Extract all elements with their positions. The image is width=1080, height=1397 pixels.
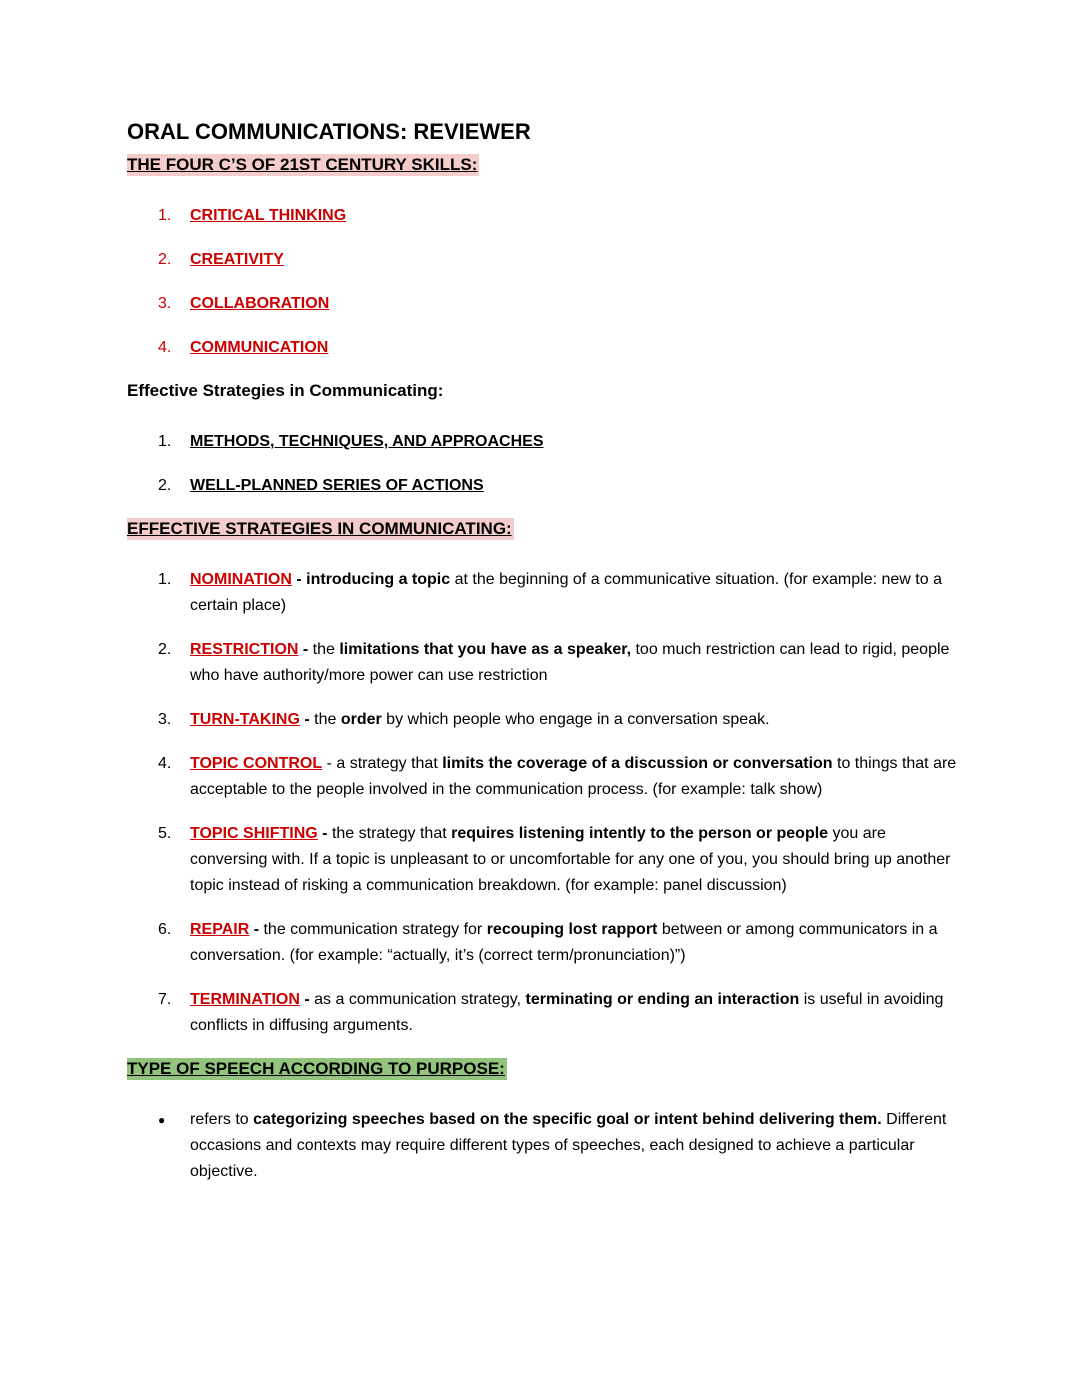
strategy-text [190, 637, 958, 689]
strategy-term: TOPIC SHIFTING [190, 825, 318, 842]
list-item-methods [158, 429, 958, 455]
heading-four-cs-text: THE FOUR C’S OF 21ST CENTURY SKILLS: [127, 155, 478, 174]
strategy-item-termination [158, 987, 958, 1039]
list-number: 2. [158, 477, 172, 494]
strategy-text [190, 751, 958, 803]
text-run: requires listening intently to the person or people [451, 825, 829, 842]
purpose-bullet-item [158, 1107, 958, 1185]
text-run: the [312, 641, 340, 658]
list-number: 2. [158, 641, 172, 658]
list-item-label: METHODS, TECHNIQUES, AND APPROACHES [190, 433, 544, 450]
text-run: you are conversing with. If a topic is unpleasant to or uncomfortable for any one of you, you should bring up another topic instead of risking a communication breakdown. (for example: panel discussion) [190, 825, 951, 894]
list-item-label: CREATIVITY [190, 251, 284, 268]
heading-type-of-speech-text: TYPE OF SPEECH ACCORDING TO PURPOSE: [127, 1059, 505, 1078]
strategy-item-restriction [158, 637, 958, 689]
text-run: the [314, 711, 341, 728]
text-run: - [299, 991, 315, 1008]
strategies-list [158, 567, 958, 1039]
strategy-term: NOMINATION [190, 571, 292, 588]
text-run: - introducing a topic [291, 571, 451, 588]
list-number: 1. [158, 207, 172, 224]
strategy-item-topic-control [158, 751, 958, 803]
list-number: 1. [158, 433, 172, 450]
effective-intro-list [158, 429, 958, 499]
strategy-item-repair [158, 917, 958, 969]
heading-effective-strategies-intro: Effective Strategies in Communicating: [127, 381, 444, 400]
strategy-text [190, 707, 770, 733]
list-item-well-planned [158, 473, 958, 499]
text-run: is useful in avoiding conflicts in diffusing arguments. [190, 991, 944, 1034]
list-number: 6. [158, 921, 172, 938]
strategy-term: REPAIR [190, 921, 250, 938]
strategy-text [190, 987, 958, 1039]
text-run: - [249, 921, 264, 938]
text-run: the strategy that [331, 825, 452, 842]
text-run: at the beginning of a communicative situation. (for example: new to a certain place) [190, 571, 942, 614]
page-title: ORAL COMMUNICATIONS: REVIEWER [127, 119, 531, 144]
text-run: terminating or ending an interaction [525, 991, 800, 1008]
list-item-critical-thinking [158, 203, 958, 229]
text-run: too much restriction can lead to rigid, people who have authority/more power can use restriction [190, 641, 950, 684]
list-number: 4. [158, 755, 172, 772]
list-number: 4. [158, 339, 172, 356]
strategy-text [190, 917, 958, 969]
text-run: by which people who engage in a conversation speak. [381, 711, 770, 728]
strategy-text [190, 567, 958, 619]
strategy-term: RESTRICTION [190, 641, 299, 658]
list-item-label: CRITICAL THINKING [190, 207, 347, 224]
strategy-term: TOPIC CONTROL [190, 755, 323, 772]
strategy-term: TURN-TAKING [190, 711, 300, 728]
heading-type-of-speech [127, 1057, 958, 1081]
purpose-text [190, 1107, 958, 1185]
list-item-collaboration [158, 291, 958, 317]
text-run: recouping lost rapport [486, 921, 658, 938]
list-item-label: WELL-PLANNED SERIES OF ACTIONS [190, 477, 484, 494]
text-run: - a strategy that [322, 755, 443, 772]
text-run: the communication strategy for [263, 921, 487, 938]
heading-effective-strategies [127, 517, 958, 541]
purpose-list [158, 1107, 958, 1185]
strategy-text [190, 821, 958, 899]
list-item-label: COMMUNICATION [190, 339, 329, 356]
list-number: 7. [158, 991, 172, 1008]
list-item-communication [158, 335, 958, 361]
list-number: 1. [158, 571, 172, 588]
strategy-item-topic-shifting [158, 821, 958, 899]
text-run: - [317, 825, 332, 842]
list-number: 5. [158, 825, 172, 842]
heading-effective-strategies-text: EFFECTIVE STRATEGIES IN COMMUNICATING: [127, 519, 512, 538]
text-run: order [340, 711, 382, 728]
strategy-term: TERMINATION [190, 991, 300, 1008]
text-run: Different occasions and contexts may require different types of speeches, each designed to achieve a particular objective. [190, 1111, 947, 1180]
four-cs-list [158, 203, 958, 361]
bullet-icon: ● [158, 1113, 166, 1127]
text-run: to things that are acceptable to the people involved in the communication process. (for example: talk show) [190, 755, 957, 798]
text-run: refers to [190, 1111, 254, 1128]
list-number: 3. [158, 711, 172, 728]
strategy-item-nomination [158, 567, 958, 619]
text-run: limitations that you have as a speaker, [339, 641, 632, 658]
text-run: - [298, 641, 313, 658]
list-number: 2. [158, 251, 172, 268]
strategy-item-turn-taking [158, 707, 958, 733]
heading-four-cs [127, 153, 958, 177]
list-number: 3. [158, 295, 172, 312]
text-run: limits the coverage of a discussion or conversation [442, 755, 833, 772]
text-run: as a communication strategy, [314, 991, 526, 1008]
text-run: between or among communicators in a conversation. (for example: “actually, it’s (correct term/pronunciation)”) [190, 921, 938, 964]
list-item-creativity [158, 247, 958, 273]
text-run: - [299, 711, 315, 728]
text-run: categorizing speeches based on the specific goal or intent behind delivering them. [253, 1111, 882, 1128]
list-item-label: COLLABORATION [190, 295, 330, 312]
